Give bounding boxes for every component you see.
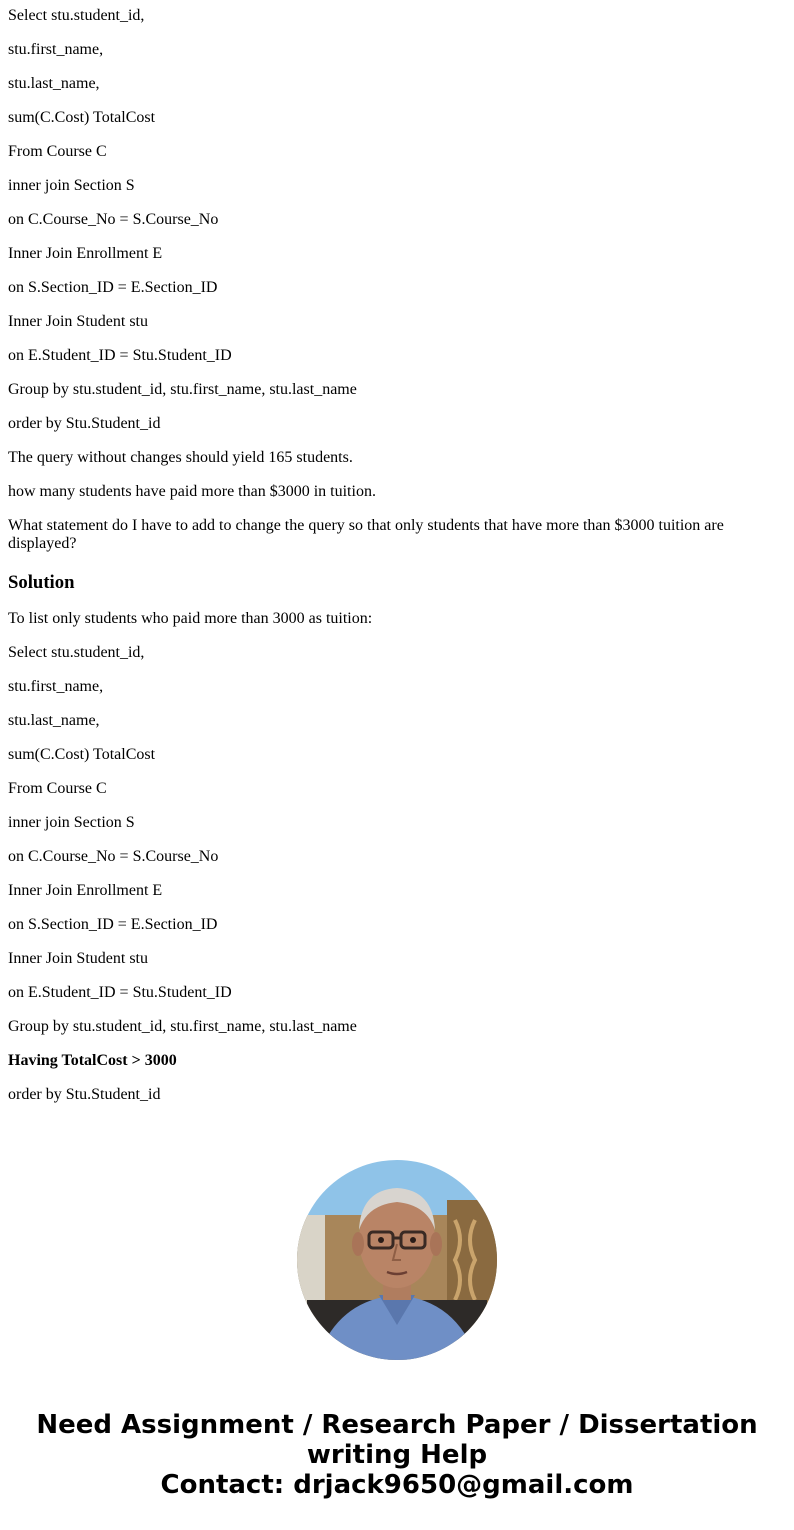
query-line: on E.Student_ID = Stu.Student_ID	[8, 984, 232, 1001]
query-line: on C.Course_No = S.Course_No	[8, 848, 219, 865]
query-line: on S.Section_ID = E.Section_ID	[8, 279, 218, 296]
question-note: The query without changes should yield 165 students.	[8, 449, 353, 466]
query-line: stu.first_name,	[8, 678, 104, 695]
query-line: on E.Student_ID = Stu.Student_ID	[8, 347, 232, 364]
query-line: stu.first_name,	[8, 41, 104, 58]
query-line: sum(C.Cost) TotalCost	[8, 109, 156, 126]
question-text: What statement do I have to add to change the query so that only students that have more than $3000 tuition are displayed?	[8, 517, 724, 552]
promo-line: writing Help	[306, 1440, 488, 1470]
solution-query	[8, 644, 786, 1104]
query-line: From Course C	[8, 143, 107, 160]
question-query	[8, 7, 786, 433]
query-line: Select stu.student_id,	[8, 644, 145, 661]
query-line: Select stu.student_id,	[8, 7, 145, 24]
query-line: Inner Join Enrollment E	[8, 882, 163, 899]
solution-intro: To list only students who paid more than 3000 as tuition:	[8, 610, 373, 627]
query-line: Group by stu.student_id, stu.first_name, stu.last_name	[8, 1018, 357, 1035]
query-line: stu.last_name,	[8, 712, 100, 729]
query-line: inner join Section S	[8, 814, 135, 831]
query-line: sum(C.Cost) TotalCost	[8, 746, 156, 763]
query-line: Group by stu.student_id, stu.first_name, stu.last_name	[8, 381, 357, 398]
having-clause: Having TotalCost > 3000	[8, 1052, 177, 1069]
promo-contact: Contact: drjack9650@gmail.com	[160, 1470, 634, 1500]
author-avatar	[297, 1160, 497, 1360]
query-line: Inner Join Student stu	[8, 950, 148, 967]
query-line: inner join Section S	[8, 177, 135, 194]
query-line: From Course C	[8, 780, 107, 797]
document-content	[0, 7, 794, 1104]
query-line: on S.Section_ID = E.Section_ID	[8, 916, 218, 933]
question-note: how many students have paid more than $3000 in tuition.	[8, 483, 376, 500]
author-photo-illustration	[297, 1160, 497, 1360]
query-line: on C.Course_No = S.Course_No	[8, 211, 219, 228]
promo-line: Need Assignment / Research Paper / Dissertation	[36, 1410, 758, 1440]
query-line: stu.last_name,	[8, 75, 100, 92]
promo-banner	[0, 1410, 794, 1500]
query-line: Inner Join Student stu	[8, 313, 148, 330]
query-line: Inner Join Enrollment E	[8, 245, 163, 262]
query-line: order by Stu.Student_id	[8, 1086, 161, 1103]
query-line: order by Stu.Student_id	[8, 415, 161, 432]
solution-heading: Solution	[8, 572, 75, 593]
